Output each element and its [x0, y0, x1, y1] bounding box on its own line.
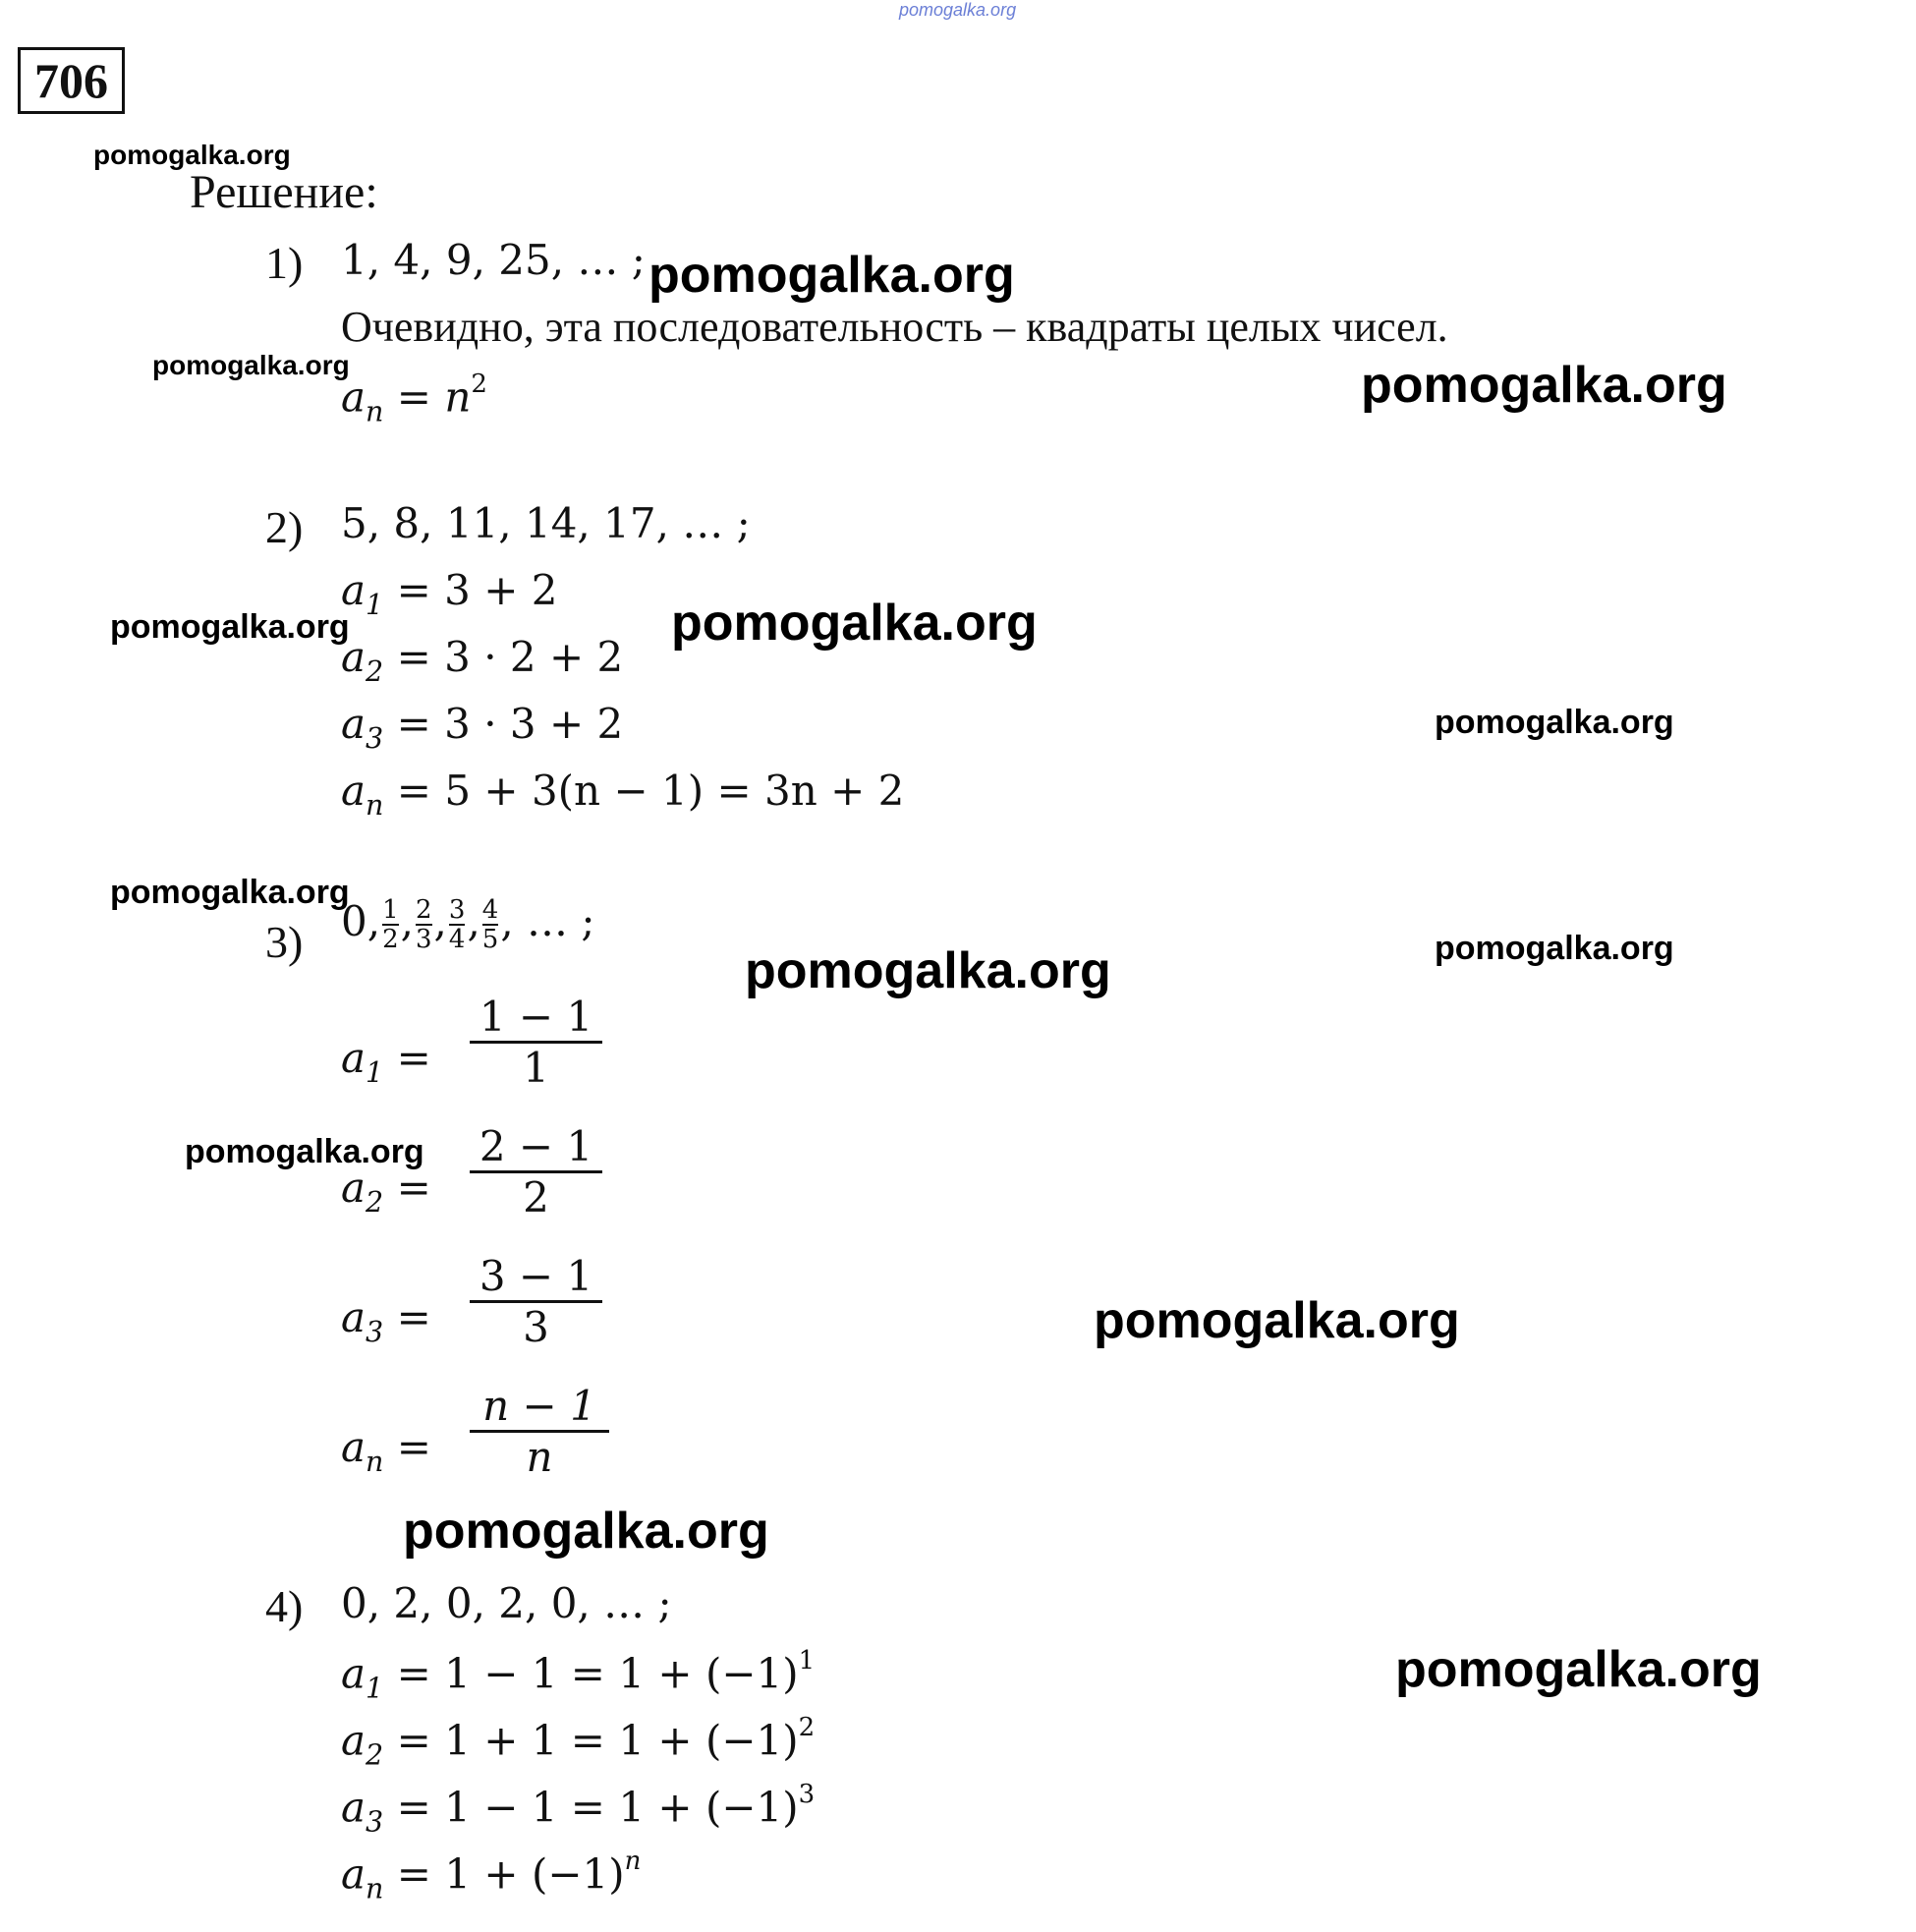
- watermark-5: pomogalka.org: [110, 608, 350, 646]
- part2-line-3: $a_3 = 3 \cdot 3 + 2$: [341, 700, 624, 755]
- part3-line-1-fraction: 1 − 1 1: [470, 993, 602, 1092]
- watermark-3: pomogalka.org: [152, 350, 350, 380]
- part1-label: 1): [265, 238, 304, 288]
- watermark-14: pomogalka.org: [1395, 1641, 1762, 1698]
- part3-label: 3): [265, 917, 304, 967]
- part4-sequence: 0, 2, 0, 2, 0, … ;: [341, 1579, 672, 1627]
- part3-sequence: $0,\frac{1}{2},\frac{2}{3},\frac{3}{4},\frac{4}{5}$, … ;: [341, 895, 595, 954]
- watermark-4: pomogalka.org: [1361, 357, 1727, 414]
- watermark-6: pomogalka.org: [671, 595, 1038, 652]
- part3-line-2-lhs: $a_2$ =: [341, 1164, 431, 1219]
- part1-sequence: 1, 4, 9, 25, … ;: [341, 236, 646, 284]
- part2-line-n: $a_n = 5 + 3(n - 1) = 3n + 2$: [341, 767, 905, 822]
- part1-explanation: Очевидно, эта последовательность – квадраты целых чисел.: [341, 303, 1448, 351]
- watermark-11: pomogalka.org: [185, 1133, 424, 1170]
- part2-label: 2): [265, 502, 304, 552]
- part4-line-1: $a_1 = 1 - 1 = 1 + (-1)^1$: [341, 1646, 816, 1705]
- part4-line-2: $a_2 = 1 + 1 = 1 + (-1)^2$: [341, 1713, 816, 1772]
- seq-frac-3: $\frac{3}{4}$: [448, 895, 466, 954]
- part4-label: 4): [265, 1581, 304, 1631]
- seq-frac-2: $\frac{2}{3}$: [415, 895, 432, 954]
- part4-line-n: $a_n = 1 + (-1)^n$: [341, 1847, 642, 1905]
- watermark-top: pomogalka.org: [899, 0, 1017, 20]
- part3-line-2-fraction: 2 − 1 2: [470, 1122, 602, 1222]
- part2-line-1: $a_1 = 3 + 2$: [341, 566, 558, 621]
- part3-line-3-lhs: $a_3$ =: [341, 1293, 431, 1348]
- part3-line-n-fraction: n − 1 n: [470, 1382, 609, 1481]
- part2-line-2: $a_2 = 3 \cdot 2 + 2$: [341, 633, 624, 688]
- part4-line-3: $a_3 = 1 - 1 = 1 + (-1)^3$: [341, 1780, 816, 1839]
- part2-sequence: 5, 8, 11, 14, 17, … ;: [341, 499, 751, 547]
- part3-line-3-fraction: 3 − 1 3: [470, 1252, 602, 1351]
- watermark-1: pomogalka.org: [93, 140, 291, 170]
- watermark-13: pomogalka.org: [403, 1503, 769, 1560]
- watermark-9: pomogalka.org: [1435, 930, 1674, 967]
- watermark-10: pomogalka.org: [745, 942, 1111, 999]
- watermark-7: pomogalka.org: [1435, 704, 1674, 741]
- watermark-2: pomogalka.org: [648, 247, 1015, 304]
- part3-line-1-lhs: $a_1$ =: [341, 1034, 431, 1089]
- part1-formula: $a_n = n^2$: [341, 369, 487, 428]
- problem-number: 706: [18, 47, 125, 114]
- watermark-12: pomogalka.org: [1094, 1292, 1460, 1349]
- seq-frac-4: $\frac{4}{5}$: [481, 895, 499, 954]
- seq-frac-1: $\frac{1}{2}$: [382, 895, 399, 954]
- watermark-8: pomogalka.org: [110, 874, 350, 911]
- solution-heading: Решение:: [190, 166, 378, 218]
- part3-line-n-lhs: $a_n$ =: [341, 1423, 431, 1478]
